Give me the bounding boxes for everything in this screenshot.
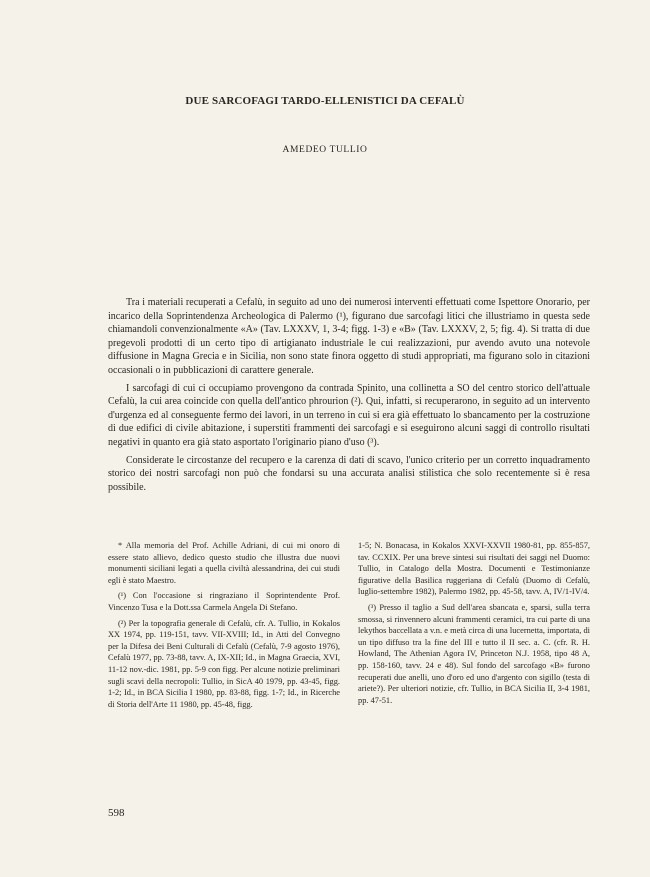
footnote-2: (²) Per la topografia generale di Cefalù, cfr. A. Tullio, in Kokalos XX 1974, pp. 119-151, tavv. VII-XVIII; Id., in Atti del Convegno per la Difesa dei Beni Culturali di Cefalù (Cefalù, 7-9 agosto 1976), Cefalù 1977, pp. 73-88, tavv. A, IX-XII; Id., in Magna Graecia, XVI, 11-12 nov.-dic. 1981, pp. 5-9 con figg. Per alcune notizie preliminari sugli scavi della necropoli: Tullio, in SicA 40 1979, pp. 43-45, figg. 1-2; Id., in BCA Sicilia I 1980, pp. 83-88, figg. 1-7; Id., in Ricerche di Storia dell'Arte 11 1980, pp. 45-48, figg. [108,618,340,709]
footnote-3: (³) Presso il taglio a Sud dell'area sbancata e, sparsi, sulla terra smossa, si rinvennero alcuni frammenti ceramici, tra cui parte di una lekythos baccellata a v.n. e metà circa di una lucernetta, importata, di un tipo diffuso tra la fine del III e tutto il II sec. a. C. (cfr. R. H. Howland, The Athenian Agora IV, Princeton N.J. 1958, tipo 48 A, pp. 158-160, tavv. 24 e 48). Sul fondo del sarcofago «B» furono recuperati due anelli, uno d'oro ed uno d'argento con sigillo (testa di ariete?). Per ulteriori notizie, cfr. Tullio, in BCA Sicilia II, 3-4 1981, pp. 47-51. [358,602,590,705]
footnotes [108,540,590,714]
footnote-1: (¹) Con l'occasione si ringraziano il Soprintendente Prof. Vincenzo Tusa e la Dott.ssa Carmela Angela Di Stefano. [108,591,340,612]
page-number: 598 [108,807,125,819]
footnote-2-continued: 1-5; N. Bonacasa, in Kokalos XXVI-XXVII 1980-81, pp. 855-857, tav. CCXIX. Per una breve sintesi sui risultati dei saggi nel Duomo: Tullio, in Catalogo della Mostra. Documenti e Testimonianze figurative della Basilica ruggeriana di Cefalù (Duomo di Cefalù, luglio-settembre 1982), Palermo 1982, pp. 45-58, tavv. A, IV/1-IV/4. [358,541,590,597]
article-body [108,296,590,498]
article-author: AMEDEO TULLIO [282,145,368,155]
footnotes-right-column [358,540,590,714]
body-paragraph-1: Tra i materiali recuperati a Cefalù, in seguito ad uno dei numerosi interventi effettuati come Ispettore Onorario, per incarico della Soprintendenza Archeologica di Palermo (¹), figurano due sarcofagi litici che illustriamo in questa sede chiamandoli convenzionalmente «A» (Tav. LXXXV, 1, 3-4; figg. 1-3) e «B» (Tav. LXXXV, 2, 5; fig. 4). Si tratta di due pregevoli prodotti di un certo tipo di artigianato industriale le cui realizzazioni, pur avendo avuto una notevole diffusione in Magna Grecia e in Sicilia, non sono state finora oggetto di studi appropriati, ma figurano solo in citazioni occasionali o in pubblicazioni di carattere generale. [108,297,590,376]
article-title: DUE SARCOFAGI TARDO-ELLENISTICI DA CEFALÙ [185,95,465,107]
footnote-dedication: * Alla memoria del Prof. Achille Adriani, di cui mi onoro di essere stato allievo, dedico questo studio che illustra due nuovi monumenti siciliani legati a quella civiltà alessandrina, dei cui studi egli è stato Maestro. [108,541,340,585]
body-paragraph-3: Considerate le circostanze del recupero e la carenza di dati di scavo, l'unico criterio per un corretto inquadramento storico dei nostri sarcofagi non può che fondarsi su una accurata analisi stilistica che solo recentemente si è resa possibile. [108,454,590,493]
body-paragraph-2: I sarcofagi di cui ci occupiamo provengono da contrada Spinito, una collinetta a SO del centro storico dell'attuale Cefalù, la cui area coincide con quella dell'antico phrourion (²). Qui, infatti, si recuperarono, in seguito ad un intervento d'urgenza ed al conseguente fermo dei lavori, in un terreno in cui si era già effettuato lo sbancamento per la costruzione di due edifici di civile abitazione, i superstiti frammenti dei sarcofagi e si eseguirono alcuni saggi di controllo risultati negativi in quanto era già stato asportato l'originario piano d'uso (³). [108,382,590,448]
footnotes-left-column [108,540,340,714]
